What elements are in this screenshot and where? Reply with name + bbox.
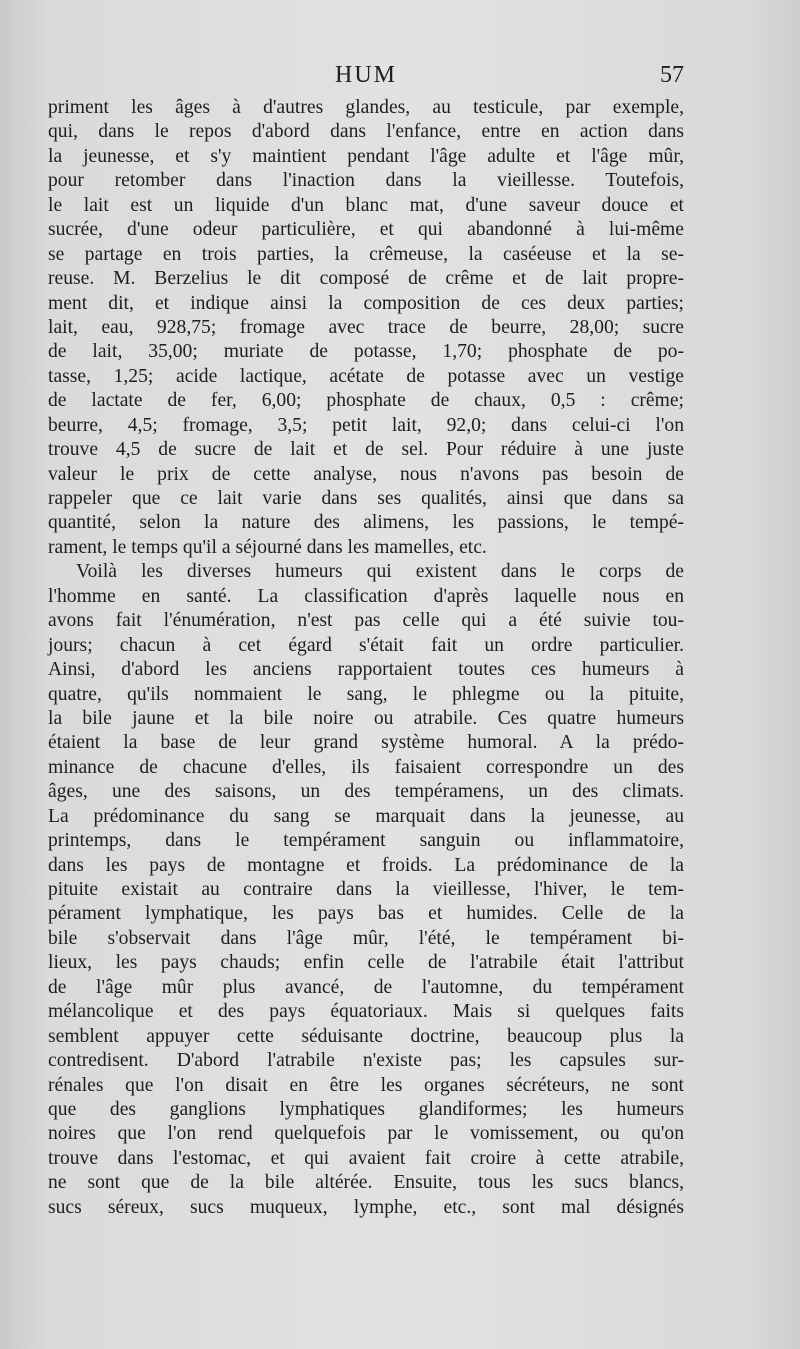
text-line: quatre, qu'ils nommaient le sang, le phlegme ou la pituite, [48,683,684,705]
text-line: semblent appuyer cette séduisante doctrine, beaucoup plus la [48,1025,684,1047]
text-line: ne sont que de la bile altérée. Ensuite, tous les sucs blancs, [48,1172,684,1194]
text-line: l'homme en santé. La classification d'après laquelle nous en [48,585,684,607]
text-line: de lactate de fer, 6,00; phosphate de chaux, 0,5 : crême; [48,390,684,412]
text-line: mélancolique et des pays équatoriaux. Mais si quelques faits [48,1001,684,1023]
text-line: rénales que l'on disait en être les organes sécréteurs, ne sont [48,1074,684,1096]
text-line: trouve dans l'estomac, et qui avaient fait croire à cette atrabile, [48,1147,684,1169]
text-line: tasse, 1,25; acide lactique, acétate de potasse avec un vestige [48,365,684,387]
text-line: rappeler que ce lait varie dans ses qualités, ainsi que dans sa [48,488,684,509]
body-text [48,96,684,1220]
text-line: avons fait l'énumération, n'est pas celle qui a été suivie tou- [48,610,684,632]
text-line: de l'âge mûr plus avancé, de l'automne, du tempérament [48,976,684,998]
text-line: lieux, les pays chauds; enfin celle de l'atrabile était l'attribut [48,952,684,974]
text-line: sucs séreux, sucs muqueux, lymphe, etc., sont mal désignés [48,1196,684,1218]
text-line: la jeunesse, et s'y maintient pendant l'âge adulte et l'âge mûr, [48,145,684,167]
text-line: jours; chacun à cet égard s'était fait un ordre particulier. [48,634,684,656]
text-line: qui, dans le repos d'abord dans l'enfance, entre en action dans [48,121,684,143]
text-line: se partage en trois parties, la crêmeuse, la caséeuse et la se- [48,243,684,265]
text-line: contredisent. D'abord l'atrabile n'existe pas; les capsules sur- [48,1050,684,1072]
text-line: trouve 4,5 de sucre de lait et de sel. Pour réduire à une juste [48,439,684,461]
paragraph-end-line: rament, le temps qu'il a séjourné dans les mamelles, etc. [48,536,487,558]
text-line: quantité, selon la nature des alimens, les passions, le tempé- [48,512,684,534]
page-number: 57 [660,62,684,88]
text-line: minance de chacune d'elles, ils faisaient correspondre un des [48,756,684,778]
running-head [48,62,684,92]
text-line: de lait, 35,00; muriate de potasse, 1,70; phosphate de po- [48,341,684,363]
text-line: pérament lymphatique, les pays bas et humides. Celle de la [48,903,684,925]
text-line: sucrée, d'une odeur particulière, et qui abandonné à lui-même [48,219,684,241]
text-line: le lait est un liquide d'un blanc mat, d'une saveur douce et [48,194,684,216]
text-line: pituite existait au contraire dans la vieillesse, l'hiver, le tem- [48,879,684,900]
text-line: bile s'observait dans l'âge mûr, l'été, le tempérament bi- [48,927,684,949]
text-line: noires que l'on rend quelquefois par le vomissement, ou qu'on [48,1123,684,1145]
text-line: étaient la base de leur grand système humoral. A la prédo- [48,732,684,754]
text-line: dans les pays de montagne et froids. La prédominance de la [48,854,684,876]
text-line: priment les âges à d'autres glandes, au testicule, par exemple, [48,97,684,118]
text-line: valeur le prix de cette analyse, nous n'avons pas besoin de [48,463,684,485]
text-line: âges, une des saisons, un des tempéramens, un des climats. [48,781,684,803]
paragraph-start-line: Voilà les diverses humeurs qui existent dans le corps de [76,561,684,583]
text-line: La prédominance du sang se marquait dans la jeunesse, au [48,805,684,827]
text-line: Ainsi, d'abord les anciens rapportaient toutes ces humeurs à [48,659,684,681]
text-line: reuse. M. Berzelius le dit composé de crême et de lait propre- [48,268,684,290]
text-line: beurre, 4,5; fromage, 3,5; petit lait, 92,0; dans celui-ci l'on [48,414,684,436]
running-head-title: HUM [334,62,397,88]
text-line: la bile jaune et la bile noire ou atrabile. Ces quatre humeurs [48,707,684,729]
text-line: lait, eau, 928,75; fromage avec trace de beurre, 28,00; sucre [48,316,684,338]
text-line: pour retomber dans l'inaction dans la vieillesse. Toutefois, [48,170,684,192]
text-line: printemps, dans le tempérament sanguin ou inflammatoire, [48,830,684,852]
text-line: que des ganglions lymphatiques glandiformes; les humeurs [48,1098,684,1120]
text-line: ment dit, et indique ainsi la composition de ces deux parties; [48,292,684,314]
